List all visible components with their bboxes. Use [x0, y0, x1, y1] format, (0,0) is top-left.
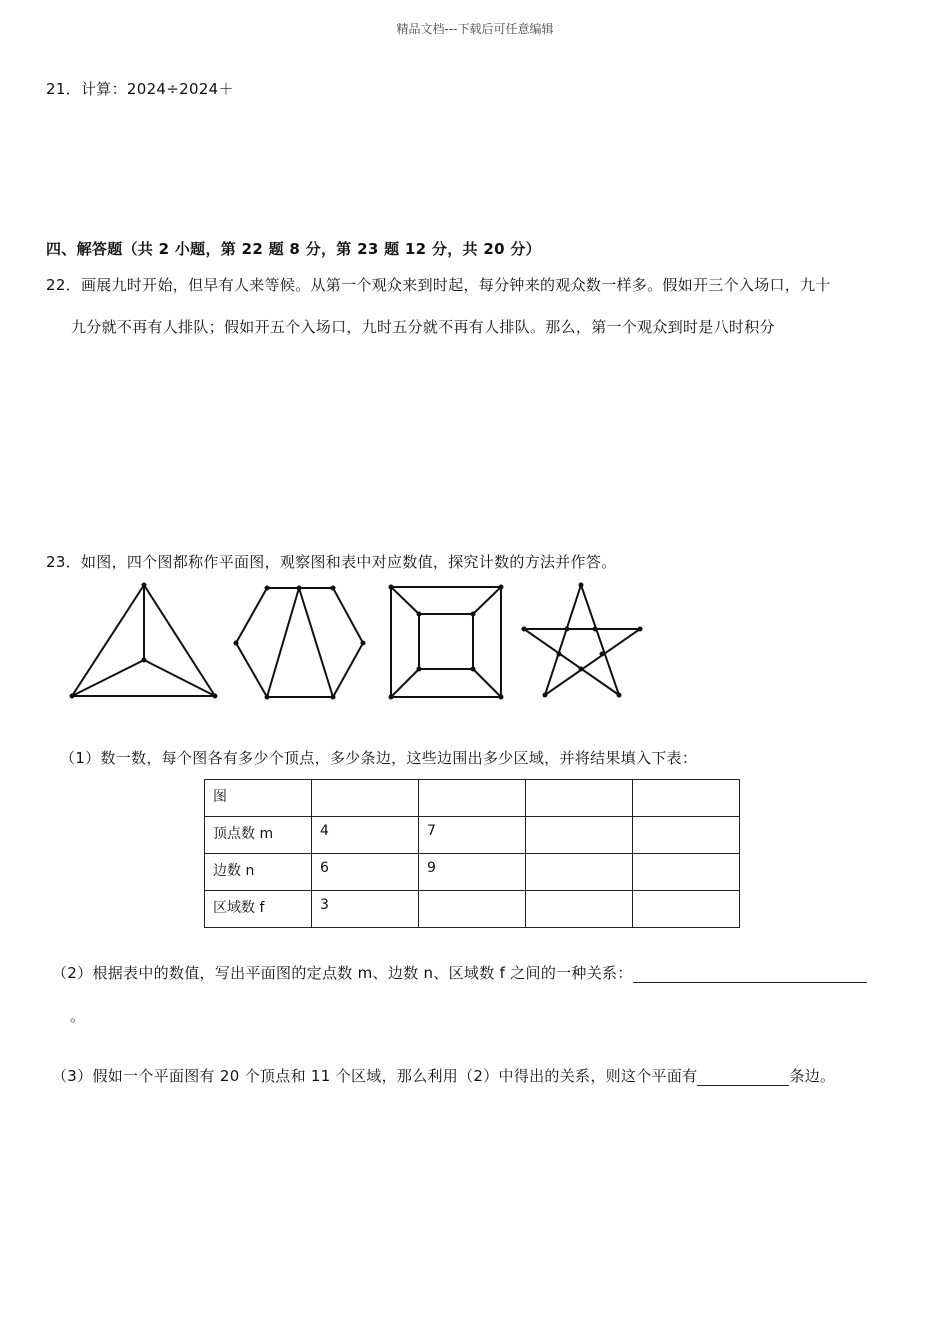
- triangle-figure-icon: [70, 583, 218, 699]
- question-23-part1: （1）数一数，每个图各有多少个顶点，多少条边，这些边围出多少区域，并将结果填入下表：: [60, 749, 698, 767]
- table-cell: 7: [419, 817, 526, 854]
- table-cell: 9: [419, 854, 526, 891]
- part3-answer-blank[interactable]: [697, 1069, 789, 1086]
- table-cell[interactable]: [312, 780, 419, 817]
- table-cell[interactable]: [419, 891, 526, 928]
- section-heading-4: 四、解答题（共 2 小题，第 22 题 8 分，第 23 题 12 分，共 20 分）: [46, 240, 541, 258]
- table-cell: 6: [312, 854, 419, 891]
- figures-row: [0, 570, 950, 710]
- table-cell[interactable]: [526, 891, 633, 928]
- table-cell: 图: [205, 780, 312, 817]
- table-cell: 区域数 f: [205, 891, 312, 928]
- table-cell[interactable]: [633, 891, 740, 928]
- part3-text-post: 条边。: [789, 1067, 836, 1085]
- table-cell: 3: [312, 891, 419, 928]
- question-22-line2: 九分就不再有人排队；假如开五个入场口，九时五分就不再有人排队。那么，第一个观众到时是八时积分: [71, 318, 775, 336]
- table-cell[interactable]: [633, 780, 740, 817]
- question-23-part3: [52, 1065, 835, 1086]
- count-table: [204, 779, 740, 928]
- question-21: 21．计算：2024÷2024＋: [46, 80, 234, 98]
- nested-square-figure-icon: [389, 585, 504, 700]
- table-cell[interactable]: [526, 854, 633, 891]
- table-row: [205, 854, 740, 891]
- part3-text-pre: （3）假如一个平面图有 20 个顶点和 11 个区域，那么利用（2）中得出的关系，则这个平面有: [52, 1067, 698, 1085]
- part2-text: （2）根据表中的数值，写出平面图的定点数 m、边数 n、区域数 f 之间的一种关系：: [52, 964, 633, 982]
- star-figure-icon: [522, 583, 643, 698]
- table-cell: 边数 n: [205, 854, 312, 891]
- question-22-line1: 22．画展九时开始，但早有人来等候。从第一个观众来到时起，每分钟来的观众数一样多。假如开三个入场口，九十: [46, 276, 831, 294]
- table-row: [205, 891, 740, 928]
- table-cell[interactable]: [633, 817, 740, 854]
- table-cell: 4: [312, 817, 419, 854]
- table-cell[interactable]: [419, 780, 526, 817]
- page-header: 精品文档---下载后可任意编辑: [396, 22, 554, 36]
- table-cell[interactable]: [633, 854, 740, 891]
- table-row: [205, 780, 740, 817]
- question-23-intro: 23．如图，四个图都称作平面图，观察图和表中对应数值，探究计数的方法并作答。: [46, 553, 617, 571]
- part2-answer-blank[interactable]: [633, 966, 867, 983]
- table-cell: 顶点数 m: [205, 817, 312, 854]
- table-cell[interactable]: [526, 817, 633, 854]
- question-23-part2: [52, 962, 867, 983]
- table-cell[interactable]: [526, 780, 633, 817]
- hexagon-figure-icon: [234, 586, 366, 700]
- part2-end-mark: 。: [70, 1007, 86, 1025]
- table-row: [205, 817, 740, 854]
